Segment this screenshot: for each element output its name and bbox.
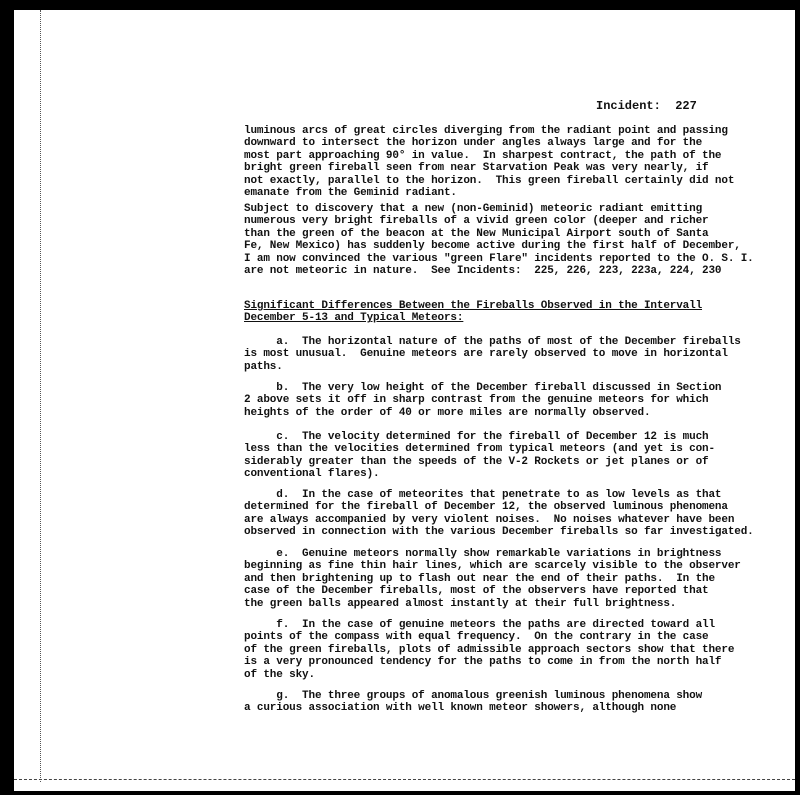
paragraph-item-g: g. The three groups of anomalous greenish luminous phenomena show a curious association with well known meteor showers, although none bbox=[244, 690, 703, 715]
paragraph-item-c: c. The velocity determined for the fireball of December 12 is much less than the velocities determined from typical meteors (and yet is con- siderably greater than the speeds of the V-2 Rockets or jet planes or of conventional flares). bbox=[244, 431, 715, 481]
paragraph-radiant-arcs: luminous arcs of great circles diverging from the radiant point and passing downward to intersect the horizon under angles always large and for the most part approaching 90° in value. In sharpest contract, the path of the bright green fireball seen from near Starvation Peak was very nearly, if not exactly, parallel to the horizon. This green fireball certainly did not emanate from the Geminid radiant. bbox=[244, 125, 735, 200]
incident-header bbox=[596, 99, 697, 113]
paragraph-item-b: b. The very low height of the December fireball discussed in Section 2 above sets it off in sharp contrast from the genuine meteors for which heights of the order of 40 or more miles are normally observed. bbox=[244, 382, 722, 419]
incident-label: Incident: bbox=[596, 99, 661, 113]
section-heading-differences: Significant Differences Between the Fireballs Observed in the Intervall December 5-13 and Typical Meteors: bbox=[244, 300, 703, 325]
scan-border-bottom bbox=[0, 791, 800, 795]
paragraph-non-meteoric-conclusion: Subject to discovery that a new (non-Geminid) meteoric radiant emitting numerous very bright fireballs of a vivid green color (deeper and richer than the green of the beacon at the New Municipal Airport south of Santa Fe, New Mexico) has suddenly become active during the first half of December, I am now convinced the various "green Flare" incidents reported to the O. S. I. are not meteoric in nature. See Incidents: 225, 226, 223, 223a, 224, 230 bbox=[244, 203, 754, 278]
bottom-dashed-rule bbox=[14, 779, 795, 780]
paragraph-item-f: f. In the case of genuine meteors the paths are directed toward all points of the compass with equal frequency. On the contrary in the case of the green fireballs, plots of admissible approach sectors show that there is a very pronounced tendency for the paths to come in from the north half of the sky. bbox=[244, 619, 735, 681]
incident-number: 227 bbox=[675, 99, 697, 113]
scan-border-left bbox=[0, 0, 14, 795]
paragraph-item-e: e. Genuine meteors normally show remarkable variations in brightness beginning as fine thin hair lines, which are scarcely visible to the observer and then brightening up to flash out near the end of their paths. In the case of the December fireballs, most of the observers have reported that the green balls appeared almost instantly at their full brightness. bbox=[244, 548, 741, 610]
scan-border-top bbox=[0, 0, 800, 10]
scan-border-right bbox=[795, 0, 800, 795]
margin-dotted-line bbox=[40, 10, 41, 782]
paragraph-item-d: d. In the case of meteorites that penetrate to as low levels as that determined for the fireball of December 12, the observed luminous phenomena are always accompanied by very violent noises. No noises whatever have been observed in connection with the various December fireballs so far investigated. bbox=[244, 489, 754, 539]
paragraph-item-a: a. The horizontal nature of the paths of most of the December fireballs is most unusual. Genuine meteors are rarely observed to move in horizontal paths. bbox=[244, 336, 741, 373]
